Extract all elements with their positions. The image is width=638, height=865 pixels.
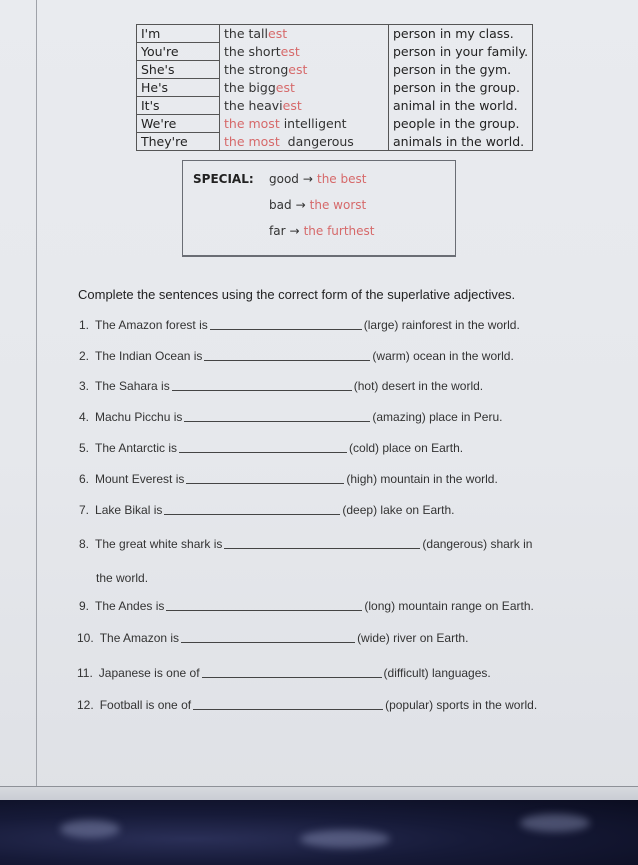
adjective-base: the bigg [224,80,276,95]
adjective-base: the strong [224,62,289,77]
item-number: 2. [79,349,90,363]
answer-blank[interactable] [184,411,370,422]
table-row [137,97,533,115]
exercise-item [79,472,498,486]
item-stem: Lake Bikal is [95,503,163,517]
adjective-base: the heavi [224,98,283,113]
adjective-base: the short [224,44,281,59]
adjective-base: the tall [224,26,268,42]
special-superlative: the furthest [303,224,375,238]
subject-cell: She's [137,61,220,79]
item-number: 4. [79,410,90,424]
table-row [137,133,533,151]
special-title: SPECIAL: [193,172,254,186]
adjective-cell [220,61,389,79]
subject-cell: He's [137,79,220,97]
adjective-suffix: est [275,80,295,95]
complement-cell: animal in the world. [389,97,533,115]
adjective-prefix: the most [224,133,280,149]
table-row [137,79,533,97]
adjective-suffix: est [288,62,308,77]
exercise-item [79,599,534,613]
complement-cell: animals in the world. [389,133,533,151]
exercise-instruction: Complete the sentences using the correct form of the superlative adjectives. [78,287,516,302]
special-superlative: the best [316,172,367,186]
page-bottom-edge [0,786,638,801]
table-row [137,43,533,61]
adjective-suffix: est [280,44,300,59]
item-stem: The Amazon forest is [95,318,208,332]
adjective-suffix: est [268,26,288,42]
adjective-cell [220,97,389,115]
answer-blank[interactable] [204,350,370,361]
answer-blank[interactable] [193,699,383,710]
page-margin-line [36,0,37,790]
exercise-item [77,666,491,680]
superlative-grammar-table [136,24,533,151]
item-hint: (hot) desert in the world. [353,379,484,393]
table-row [137,25,533,43]
arrow-right-icon: → [289,224,300,238]
item-hint: (dangerous) shark in [422,537,533,551]
answer-blank[interactable] [181,632,355,643]
complement-cell: person in your family. [389,43,533,61]
item-stem: The great white shark is [95,537,223,551]
exercise-item [79,379,483,393]
adjective-cell [220,79,389,97]
exercise-item [77,631,468,645]
light-spot [520,814,590,832]
item-stem: The Antarctic is [95,441,178,455]
answer-blank[interactable] [210,319,362,330]
complement-cell: people in the group. [389,115,533,133]
exercise-item [79,537,532,551]
item-stem: Japanese is one of [98,666,200,680]
complement-cell: person in my class. [389,25,533,43]
exercise-item [79,349,514,363]
item-number: 10. [77,631,94,645]
complement-cell: person in the group. [389,79,533,97]
item-hint: (long) mountain range on Earth. [364,599,534,613]
subject-cell: We're [137,115,220,133]
background-surface [0,800,638,865]
adjective-prefix: the most [224,116,280,131]
arrow-right-icon: → [302,172,313,186]
subject-cell: I'm [137,25,220,43]
exercise-item [77,698,537,712]
item-number: 7. [79,503,90,517]
special-superlative: the worst [309,198,367,212]
adjective-cell [220,115,389,133]
subject-cell: You're [137,43,220,61]
item-hint: (amazing) place in Peru. [372,410,503,424]
answer-blank[interactable] [164,504,340,515]
item-hint: (popular) sports in the world. [385,698,538,712]
item-stem: The Sahara is [95,379,170,393]
adjective-cell [220,43,389,61]
answer-blank[interactable] [202,667,382,678]
exercise-item [79,410,502,424]
exercise-item [79,503,454,517]
subject-cell: They're [137,133,220,151]
exercise-item [79,441,463,455]
item-stem: The Andes is [95,599,165,613]
adjective-suffix: est [282,98,302,113]
item-number: 8. [79,537,90,551]
table-row [137,115,533,133]
item-number: 12. [77,698,94,712]
item-stem: Machu Picchu is [95,410,183,424]
item-number: 3. [79,379,90,393]
special-base: good [269,172,299,186]
answer-blank[interactable] [186,473,344,484]
special-item [269,198,366,212]
answer-blank[interactable] [224,538,420,549]
answer-blank[interactable] [179,442,347,453]
table-row [137,61,533,79]
item-stem: The Indian Ocean is [95,349,203,363]
light-spot [300,830,390,848]
item-number: 11. [77,666,93,680]
answer-blank[interactable] [166,600,362,611]
special-forms-box [182,160,456,257]
complement-cell: person in the gym. [389,61,533,79]
special-base: far [269,224,286,238]
item-hint: (large) rainforest in the world. [363,318,520,332]
item-number: 9. [79,599,90,613]
light-spot [60,820,120,838]
special-item [269,224,375,238]
item-hint: (cold) place on Earth. [349,441,464,455]
item-hint: (warm) ocean in the world. [372,349,514,363]
item-hint: (wide) river on Earth. [357,631,469,645]
item-hint: (deep) lake on Earth. [342,503,455,517]
item-hint: (high) mountain in the world. [346,472,498,486]
item-number: 1. [79,318,90,332]
item-continuation: the world. [96,571,149,585]
special-base: bad [269,198,292,212]
item-hint: (difficult) languages. [383,666,491,680]
item-number: 5. [79,441,90,455]
item-stem: Football is one of [99,698,192,712]
adjective-cell [220,133,389,151]
exercise-item [79,318,520,332]
arrow-right-icon: → [295,198,306,212]
item-stem: The Amazon is [99,631,180,645]
adjective-cell [220,25,389,43]
answer-blank[interactable] [172,380,352,391]
adjective-base: intelligent [279,116,347,131]
subject-cell: It's [137,97,220,115]
adjective-base: dangerous [279,133,354,149]
item-number: 6. [79,472,90,486]
special-item [269,172,366,186]
item-stem: Mount Everest is [95,472,185,486]
